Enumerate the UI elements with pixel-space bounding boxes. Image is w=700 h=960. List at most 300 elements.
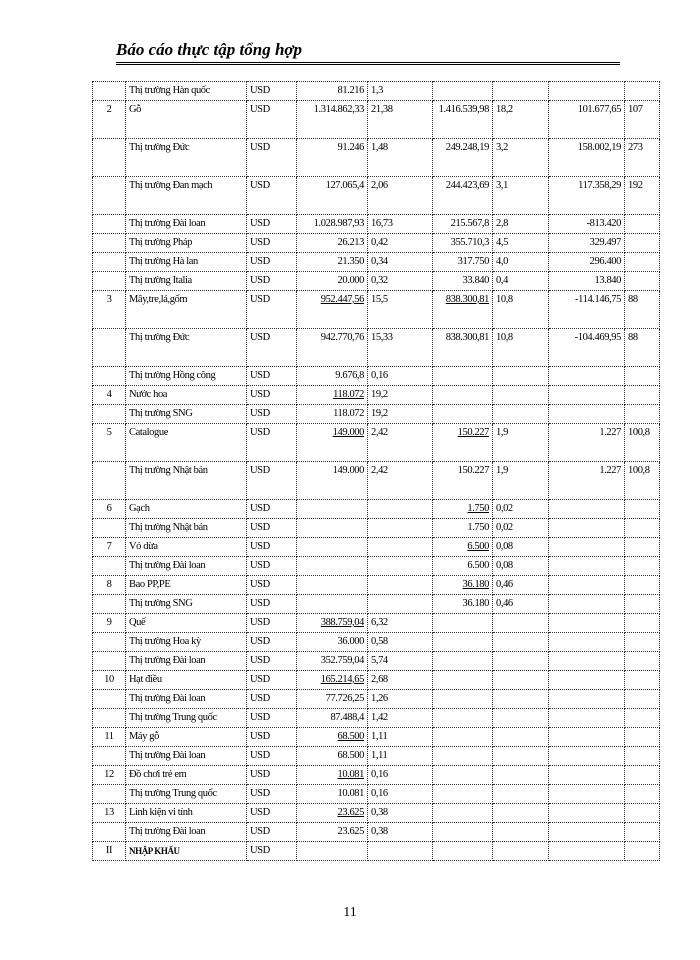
value-2001: 942.770,76 bbox=[297, 329, 368, 367]
share-2002 bbox=[493, 405, 549, 424]
unit-cell: USD bbox=[247, 842, 297, 861]
item-name: Gạch bbox=[126, 500, 247, 519]
value-2001 bbox=[297, 557, 368, 576]
value-2002: 838.300,81 bbox=[433, 329, 493, 367]
index-percent bbox=[625, 500, 660, 519]
share-2001: 1,48 bbox=[368, 139, 433, 177]
value-2002: 1.416.539,98 bbox=[433, 101, 493, 139]
index-percent bbox=[625, 709, 660, 728]
value-2001: 9.676,8 bbox=[297, 367, 368, 386]
page-header bbox=[116, 38, 620, 65]
difference: -104.469,95 bbox=[549, 329, 625, 367]
row-number bbox=[93, 177, 126, 215]
row-number bbox=[93, 747, 126, 766]
value-2002: 6.500 bbox=[433, 538, 493, 557]
row-number bbox=[93, 652, 126, 671]
difference bbox=[549, 747, 625, 766]
value-2001: 1.314.862,33 bbox=[297, 101, 368, 139]
index-percent bbox=[625, 823, 660, 842]
table-row bbox=[93, 709, 660, 728]
value-2001: 127.065,4 bbox=[297, 177, 368, 215]
unit-cell: USD bbox=[247, 804, 297, 823]
share-2002: 4,5 bbox=[493, 234, 549, 253]
table-row bbox=[93, 215, 660, 234]
unit-cell: USD bbox=[247, 101, 297, 139]
unit-cell: USD bbox=[247, 652, 297, 671]
share-2002 bbox=[493, 82, 549, 101]
unit-cell: USD bbox=[247, 633, 297, 652]
share-2002 bbox=[493, 728, 549, 747]
index-percent bbox=[625, 576, 660, 595]
unit-cell: USD bbox=[247, 367, 297, 386]
index-percent bbox=[625, 766, 660, 785]
difference bbox=[549, 652, 625, 671]
table-row bbox=[93, 785, 660, 804]
share-2002: 0,08 bbox=[493, 557, 549, 576]
share-2001: 6,32 bbox=[368, 614, 433, 633]
unit-cell: USD bbox=[247, 272, 297, 291]
index-percent bbox=[625, 82, 660, 101]
table-row bbox=[93, 538, 660, 557]
index-percent bbox=[625, 557, 660, 576]
item-name: Linh kiện vi tính bbox=[126, 804, 247, 823]
share-2001 bbox=[368, 576, 433, 595]
unit-cell: USD bbox=[247, 329, 297, 367]
value-2001 bbox=[297, 576, 368, 595]
unit-cell: USD bbox=[247, 253, 297, 272]
value-2002: 215.567,8 bbox=[433, 215, 493, 234]
row-number bbox=[93, 215, 126, 234]
difference bbox=[549, 671, 625, 690]
share-2001: 15,5 bbox=[368, 291, 433, 329]
item-name: Thị trường Nhật bản bbox=[126, 519, 247, 538]
value-2001: 77.726,25 bbox=[297, 690, 368, 709]
row-number: 8 bbox=[93, 576, 126, 595]
value-2001: 149.000 bbox=[297, 424, 368, 462]
value-2001: 10.081 bbox=[297, 785, 368, 804]
item-name: Thị trường Đài loan bbox=[126, 652, 247, 671]
row-number: 4 bbox=[93, 386, 126, 405]
unit-cell: USD bbox=[247, 462, 297, 500]
row-number: 6 bbox=[93, 500, 126, 519]
index-percent bbox=[625, 728, 660, 747]
difference: 158.002,19 bbox=[549, 139, 625, 177]
share-2001: 0,16 bbox=[368, 367, 433, 386]
item-name: Đồ chơi trẻ em bbox=[126, 766, 247, 785]
difference: 13.840 bbox=[549, 272, 625, 291]
share-2001: 19,2 bbox=[368, 405, 433, 424]
value-2002 bbox=[433, 405, 493, 424]
difference bbox=[549, 557, 625, 576]
row-number: 13 bbox=[93, 804, 126, 823]
share-2001: 0,38 bbox=[368, 804, 433, 823]
share-2001 bbox=[368, 595, 433, 614]
value-2001: 68.500 bbox=[297, 728, 368, 747]
row-number bbox=[93, 633, 126, 652]
index-percent: 88 bbox=[625, 291, 660, 329]
difference bbox=[549, 709, 625, 728]
share-2001 bbox=[368, 557, 433, 576]
share-2002 bbox=[493, 747, 549, 766]
index-percent bbox=[625, 405, 660, 424]
index-percent bbox=[625, 633, 660, 652]
value-2002: 36.180 bbox=[433, 576, 493, 595]
share-2001 bbox=[368, 519, 433, 538]
unit-cell: USD bbox=[247, 785, 297, 804]
share-2002: 1,9 bbox=[493, 424, 549, 462]
row-number bbox=[93, 82, 126, 101]
table-row bbox=[93, 671, 660, 690]
share-2002: 1,9 bbox=[493, 462, 549, 500]
value-2001: 118.072 bbox=[297, 405, 368, 424]
share-2001: 1,42 bbox=[368, 709, 433, 728]
value-2001: 23.625 bbox=[297, 823, 368, 842]
unit-cell: USD bbox=[247, 424, 297, 462]
item-name: Thị trường Đài loan bbox=[126, 747, 247, 766]
unit-cell: USD bbox=[247, 671, 297, 690]
item-name: Thị trường SNG bbox=[126, 595, 247, 614]
share-2002 bbox=[493, 386, 549, 405]
share-2001: 2,42 bbox=[368, 462, 433, 500]
share-2002: 10,8 bbox=[493, 329, 549, 367]
table-row bbox=[93, 234, 660, 253]
value-2002 bbox=[433, 842, 493, 861]
index-percent bbox=[625, 253, 660, 272]
share-2002: 4,0 bbox=[493, 253, 549, 272]
share-2002: 0,4 bbox=[493, 272, 549, 291]
value-2001: 20.000 bbox=[297, 272, 368, 291]
item-name: Vỏ dừa bbox=[126, 538, 247, 557]
index-percent: 273 bbox=[625, 139, 660, 177]
share-2002: 0,46 bbox=[493, 595, 549, 614]
row-number bbox=[93, 139, 126, 177]
row-number bbox=[93, 272, 126, 291]
row-number bbox=[93, 519, 126, 538]
value-2001: 165.214,65 bbox=[297, 671, 368, 690]
share-2001: 21,38 bbox=[368, 101, 433, 139]
share-2002 bbox=[493, 652, 549, 671]
unit-cell: USD bbox=[247, 595, 297, 614]
share-2001: 0,16 bbox=[368, 785, 433, 804]
index-percent bbox=[625, 614, 660, 633]
value-2002 bbox=[433, 671, 493, 690]
difference bbox=[549, 386, 625, 405]
share-2002: 0,02 bbox=[493, 500, 549, 519]
share-2002: 0,08 bbox=[493, 538, 549, 557]
item-name: Thị trường Đức bbox=[126, 139, 247, 177]
value-2001 bbox=[297, 519, 368, 538]
difference bbox=[549, 728, 625, 747]
index-percent bbox=[625, 519, 660, 538]
table-row bbox=[93, 690, 660, 709]
row-number: 2 bbox=[93, 101, 126, 139]
value-2002 bbox=[433, 747, 493, 766]
row-number: 5 bbox=[93, 424, 126, 462]
share-2002: 0,46 bbox=[493, 576, 549, 595]
index-percent bbox=[625, 785, 660, 804]
share-2002 bbox=[493, 785, 549, 804]
table-row bbox=[93, 842, 660, 861]
difference bbox=[549, 82, 625, 101]
difference bbox=[549, 804, 625, 823]
value-2002 bbox=[433, 82, 493, 101]
row-number bbox=[93, 690, 126, 709]
unit-cell: USD bbox=[247, 538, 297, 557]
unit-cell: USD bbox=[247, 519, 297, 538]
table-row bbox=[93, 652, 660, 671]
value-2002: 317.750 bbox=[433, 253, 493, 272]
share-2001: 2,42 bbox=[368, 424, 433, 462]
unit-cell: USD bbox=[247, 500, 297, 519]
difference: 296.400 bbox=[549, 253, 625, 272]
table-row bbox=[93, 139, 660, 177]
item-name: Bao PP,PE bbox=[126, 576, 247, 595]
value-2002 bbox=[433, 633, 493, 652]
unit-cell: USD bbox=[247, 614, 297, 633]
difference bbox=[549, 690, 625, 709]
unit-cell: USD bbox=[247, 557, 297, 576]
difference bbox=[549, 766, 625, 785]
table-row bbox=[93, 101, 660, 139]
row-number bbox=[93, 367, 126, 386]
share-2001: 5,74 bbox=[368, 652, 433, 671]
table-row bbox=[93, 766, 660, 785]
item-name: Thị trường Đài loan bbox=[126, 690, 247, 709]
share-2002 bbox=[493, 766, 549, 785]
index-percent bbox=[625, 747, 660, 766]
item-name: Thị trường Đài loan bbox=[126, 215, 247, 234]
value-2001 bbox=[297, 842, 368, 861]
difference: -114.146,75 bbox=[549, 291, 625, 329]
value-2001: 149.000 bbox=[297, 462, 368, 500]
unit-cell: USD bbox=[247, 576, 297, 595]
row-number bbox=[93, 785, 126, 804]
row-number bbox=[93, 405, 126, 424]
difference bbox=[549, 367, 625, 386]
item-name: Thị trường Hà lan bbox=[126, 253, 247, 272]
item-name: Thị trường Đài loan bbox=[126, 823, 247, 842]
value-2001: 388.759,04 bbox=[297, 614, 368, 633]
value-2001 bbox=[297, 595, 368, 614]
share-2001: 0,38 bbox=[368, 823, 433, 842]
index-percent: 107 bbox=[625, 101, 660, 139]
share-2001: 16,73 bbox=[368, 215, 433, 234]
share-2002: 3,1 bbox=[493, 177, 549, 215]
difference bbox=[549, 614, 625, 633]
difference bbox=[549, 842, 625, 861]
item-name: Thị trường Trung quốc bbox=[126, 709, 247, 728]
index-percent: 100,8 bbox=[625, 424, 660, 462]
item-name: Catalogue bbox=[126, 424, 247, 462]
row-number bbox=[93, 234, 126, 253]
value-2001: 21.350 bbox=[297, 253, 368, 272]
value-2001: 23.625 bbox=[297, 804, 368, 823]
value-2001: 26.213 bbox=[297, 234, 368, 253]
share-2001: 2,68 bbox=[368, 671, 433, 690]
row-number bbox=[93, 709, 126, 728]
item-name: Gỗ bbox=[126, 101, 247, 139]
table-row bbox=[93, 253, 660, 272]
value-2001: 87.488,4 bbox=[297, 709, 368, 728]
index-percent bbox=[625, 367, 660, 386]
share-2001 bbox=[368, 538, 433, 557]
value-2001: 36.000 bbox=[297, 633, 368, 652]
share-2001: 0,42 bbox=[368, 234, 433, 253]
value-2002: 150.227 bbox=[433, 462, 493, 500]
row-number bbox=[93, 462, 126, 500]
item-name: Máy gỗ bbox=[126, 728, 247, 747]
item-name: Nước hoa bbox=[126, 386, 247, 405]
index-percent bbox=[625, 595, 660, 614]
difference bbox=[549, 633, 625, 652]
share-2002 bbox=[493, 633, 549, 652]
item-name: Thị trường Đài loan bbox=[126, 557, 247, 576]
difference bbox=[549, 405, 625, 424]
difference: 1.227 bbox=[549, 462, 625, 500]
row-number bbox=[93, 557, 126, 576]
row-number bbox=[93, 253, 126, 272]
index-percent bbox=[625, 538, 660, 557]
row-number: 7 bbox=[93, 538, 126, 557]
item-name: Thị trường Pháp bbox=[126, 234, 247, 253]
share-2001: 0,16 bbox=[368, 766, 433, 785]
unit-cell: USD bbox=[247, 139, 297, 177]
value-2002 bbox=[433, 386, 493, 405]
unit-cell: USD bbox=[247, 291, 297, 329]
difference: -813.420 bbox=[549, 215, 625, 234]
table-row bbox=[93, 557, 660, 576]
share-2001: 1,26 bbox=[368, 690, 433, 709]
item-name: Thị trường Trung quốc bbox=[126, 785, 247, 804]
table-row bbox=[93, 576, 660, 595]
value-2001 bbox=[297, 500, 368, 519]
share-2001: 0,58 bbox=[368, 633, 433, 652]
table-row bbox=[93, 405, 660, 424]
table-row bbox=[93, 367, 660, 386]
unit-cell: USD bbox=[247, 386, 297, 405]
table-row bbox=[93, 291, 660, 329]
difference bbox=[549, 576, 625, 595]
value-2002 bbox=[433, 766, 493, 785]
unit-cell: USD bbox=[247, 215, 297, 234]
item-name: Mây,tre,lá,gốm bbox=[126, 291, 247, 329]
difference: 1.227 bbox=[549, 424, 625, 462]
difference bbox=[549, 500, 625, 519]
share-2001: 15,33 bbox=[368, 329, 433, 367]
share-2002 bbox=[493, 842, 549, 861]
row-number: 10 bbox=[93, 671, 126, 690]
share-2002 bbox=[493, 690, 549, 709]
value-2002 bbox=[433, 785, 493, 804]
table-row bbox=[93, 804, 660, 823]
index-percent bbox=[625, 804, 660, 823]
header-title: Báo cáo thực tập tổng hợp bbox=[116, 40, 303, 59]
share-2001 bbox=[368, 500, 433, 519]
item-name: Thị trường Đan mạch bbox=[126, 177, 247, 215]
value-2002: 33.840 bbox=[433, 272, 493, 291]
table-row bbox=[93, 519, 660, 538]
unit-cell: USD bbox=[247, 823, 297, 842]
table-row bbox=[93, 462, 660, 500]
unit-cell: USD bbox=[247, 728, 297, 747]
share-2002: 3,2 bbox=[493, 139, 549, 177]
index-percent: 88 bbox=[625, 329, 660, 367]
row-number bbox=[93, 595, 126, 614]
index-percent bbox=[625, 215, 660, 234]
value-2002: 249.248,19 bbox=[433, 139, 493, 177]
value-2002 bbox=[433, 652, 493, 671]
index-percent bbox=[625, 690, 660, 709]
share-2001 bbox=[368, 842, 433, 861]
item-name: Quế bbox=[126, 614, 247, 633]
index-percent bbox=[625, 386, 660, 405]
share-2001: 0,32 bbox=[368, 272, 433, 291]
index-percent bbox=[625, 652, 660, 671]
table-row bbox=[93, 386, 660, 405]
index-percent bbox=[625, 842, 660, 861]
value-2001: 352.759,04 bbox=[297, 652, 368, 671]
table-row bbox=[93, 633, 660, 652]
index-percent: 192 bbox=[625, 177, 660, 215]
value-2002 bbox=[433, 804, 493, 823]
index-percent bbox=[625, 671, 660, 690]
value-2002: 244.423,69 bbox=[433, 177, 493, 215]
row-number: 12 bbox=[93, 766, 126, 785]
row-number: 11 bbox=[93, 728, 126, 747]
item-name: Thị trường Italia bbox=[126, 272, 247, 291]
index-percent: 100,8 bbox=[625, 462, 660, 500]
value-2002 bbox=[433, 823, 493, 842]
unit-cell: USD bbox=[247, 690, 297, 709]
share-2001: 19,2 bbox=[368, 386, 433, 405]
value-2001: 91.246 bbox=[297, 139, 368, 177]
item-name: Thị trường Đức bbox=[126, 329, 247, 367]
table-row bbox=[93, 728, 660, 747]
value-2002: 6.500 bbox=[433, 557, 493, 576]
value-2002 bbox=[433, 367, 493, 386]
item-name: Thị trường Hồng công bbox=[126, 367, 247, 386]
value-2001: 118.072 bbox=[297, 386, 368, 405]
share-2002 bbox=[493, 671, 549, 690]
value-2001: 1.028.987,93 bbox=[297, 215, 368, 234]
unit-cell: USD bbox=[247, 177, 297, 215]
unit-cell: USD bbox=[247, 234, 297, 253]
share-2002 bbox=[493, 823, 549, 842]
table-row bbox=[93, 500, 660, 519]
value-2001: 81.216 bbox=[297, 82, 368, 101]
page-number: 11 bbox=[343, 905, 357, 920]
table-row bbox=[93, 424, 660, 462]
difference bbox=[549, 595, 625, 614]
share-2002: 0,02 bbox=[493, 519, 549, 538]
share-2002: 18,2 bbox=[493, 101, 549, 139]
difference bbox=[549, 785, 625, 804]
item-name: NHẬP KHẨU bbox=[126, 842, 247, 861]
index-percent bbox=[625, 234, 660, 253]
share-2002: 2,8 bbox=[493, 215, 549, 234]
table-row bbox=[93, 82, 660, 101]
unit-cell: USD bbox=[247, 766, 297, 785]
unit-cell: USD bbox=[247, 82, 297, 101]
value-2001 bbox=[297, 538, 368, 557]
share-2002 bbox=[493, 804, 549, 823]
trade-table bbox=[92, 81, 660, 861]
share-2001: 1,3 bbox=[368, 82, 433, 101]
value-2001: 10.081 bbox=[297, 766, 368, 785]
row-number bbox=[93, 823, 126, 842]
table-row bbox=[93, 177, 660, 215]
share-2002 bbox=[493, 614, 549, 633]
